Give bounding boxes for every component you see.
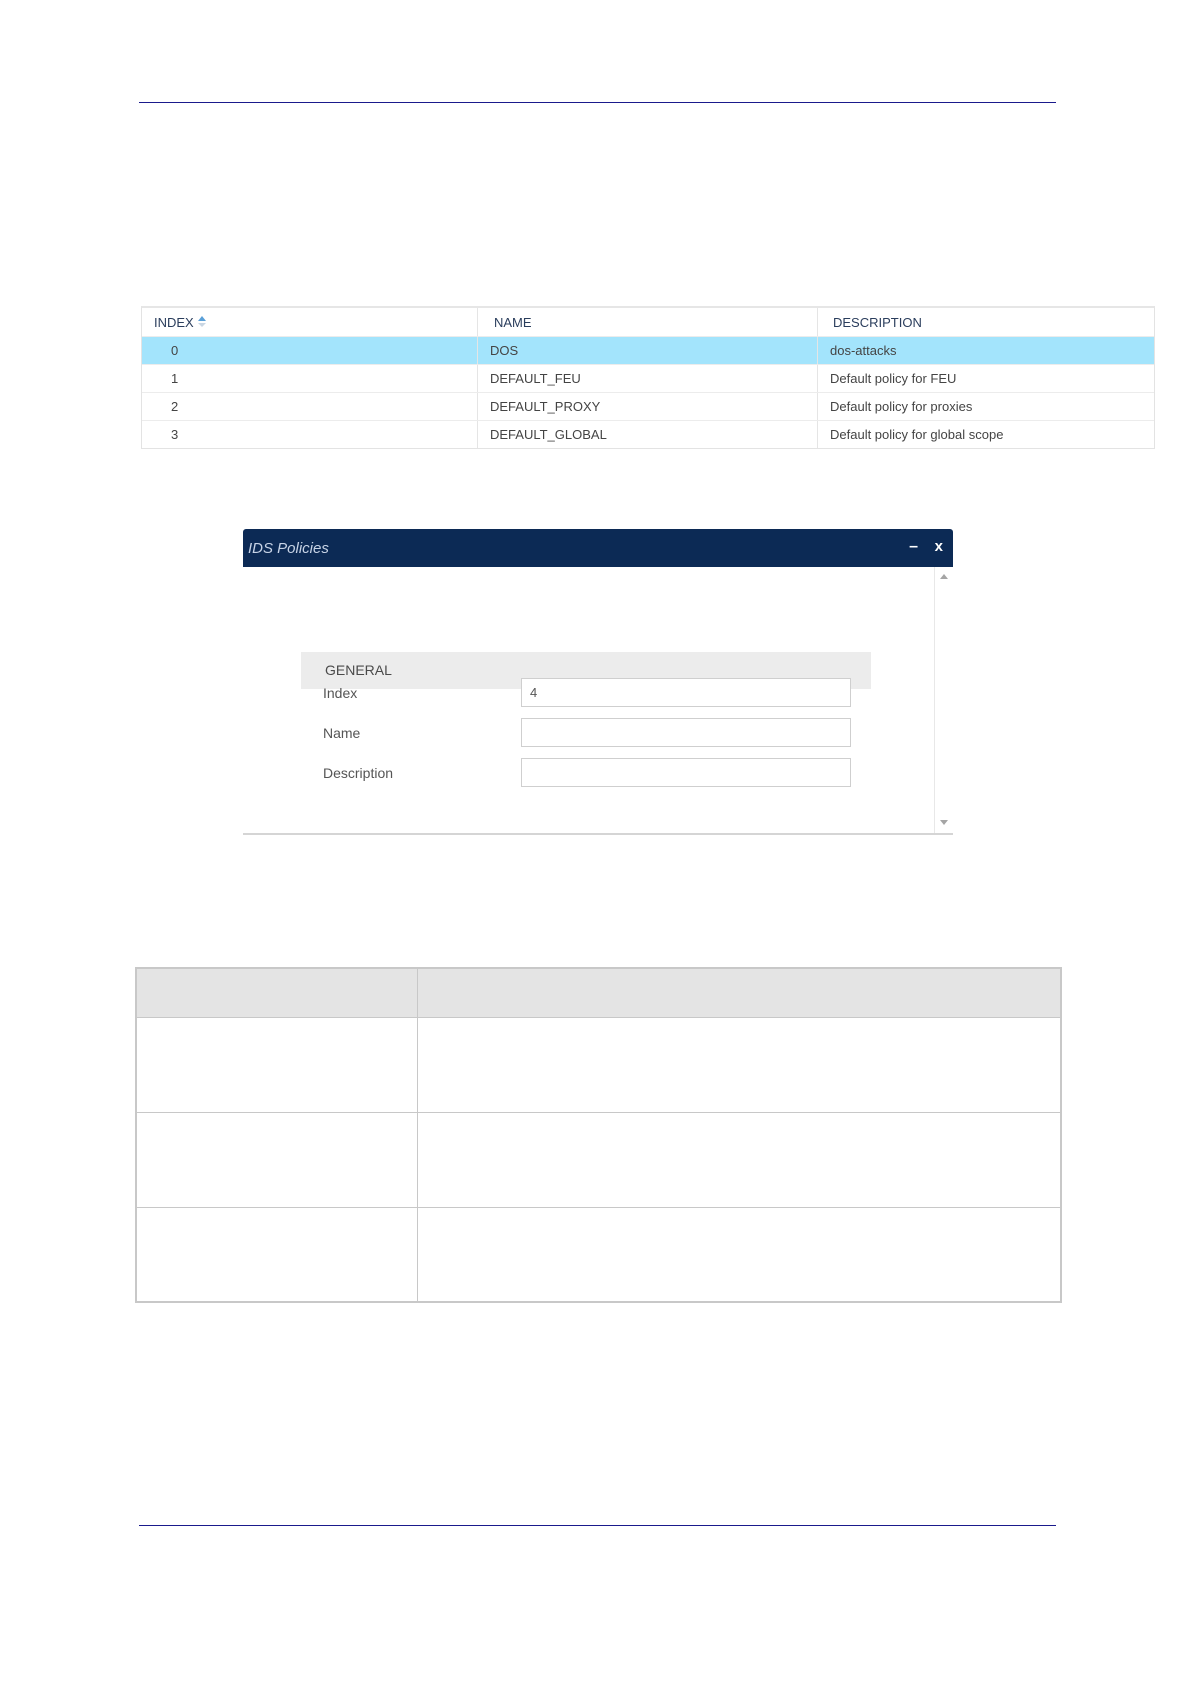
description-input[interactable] (521, 758, 851, 787)
parameter-table-header (137, 969, 1060, 1018)
sort-ascending-icon[interactable] (198, 316, 206, 328)
column-header-index[interactable] (142, 308, 478, 336)
column-header-name[interactable] (478, 308, 818, 336)
index-input[interactable]: 4 (521, 678, 851, 707)
description-label: Description (323, 765, 394, 781)
parameter-table-row (137, 1208, 1060, 1301)
cell-description: Default policy for FEU (830, 371, 957, 386)
name-input[interactable] (521, 718, 851, 747)
ids-policies-dialog (243, 529, 953, 835)
cell-index: 1 (171, 371, 179, 386)
cell-name: DEFAULT_FEU (490, 371, 581, 386)
column-header-index-label: INDEX (154, 314, 194, 330)
table-row[interactable] (142, 392, 1154, 420)
cell-name: DEFAULT_GLOBAL (490, 427, 607, 442)
cell-name: DEFAULT_PROXY (490, 399, 601, 414)
cell-description: Default policy for proxies (830, 399, 973, 414)
cell-name: DOS (490, 343, 519, 358)
header-rule (139, 102, 1056, 103)
cell-index: 3 (171, 427, 179, 442)
dialog-title: IDS Policies (248, 539, 329, 557)
table-row[interactable] (142, 336, 1154, 364)
cell-description: Default policy for global scope (830, 427, 1004, 442)
parameter-table-divider (417, 969, 418, 1301)
column-header-description[interactable] (818, 308, 1154, 336)
table-header (142, 308, 1154, 336)
cell-description: dos-attacks (830, 343, 897, 358)
cell-index: 2 (171, 399, 179, 414)
cell-index: 0 (171, 343, 179, 358)
table-row[interactable] (142, 364, 1154, 392)
minimize-button[interactable]: – (909, 538, 918, 555)
table-row[interactable] (142, 420, 1154, 448)
close-button[interactable]: x (934, 538, 943, 555)
dialog-titlebar[interactable] (243, 529, 953, 567)
footer-rule (139, 1525, 1056, 1526)
parameter-table-row (137, 1113, 1060, 1208)
column-header-name-label: NAME (494, 314, 532, 330)
parameter-table-row (137, 1018, 1060, 1113)
ids-policies-table (141, 306, 1155, 449)
parameter-table (135, 967, 1062, 1303)
dialog-scrollbar[interactable] (934, 567, 953, 833)
scroll-up-icon[interactable] (940, 574, 948, 579)
scroll-down-icon[interactable] (940, 820, 948, 825)
general-section-title: GENERAL (325, 662, 392, 678)
name-label: Name (323, 725, 361, 741)
column-header-description-label: DESCRIPTION (833, 314, 922, 330)
index-label: Index (323, 685, 358, 701)
dialog-body (243, 567, 953, 835)
